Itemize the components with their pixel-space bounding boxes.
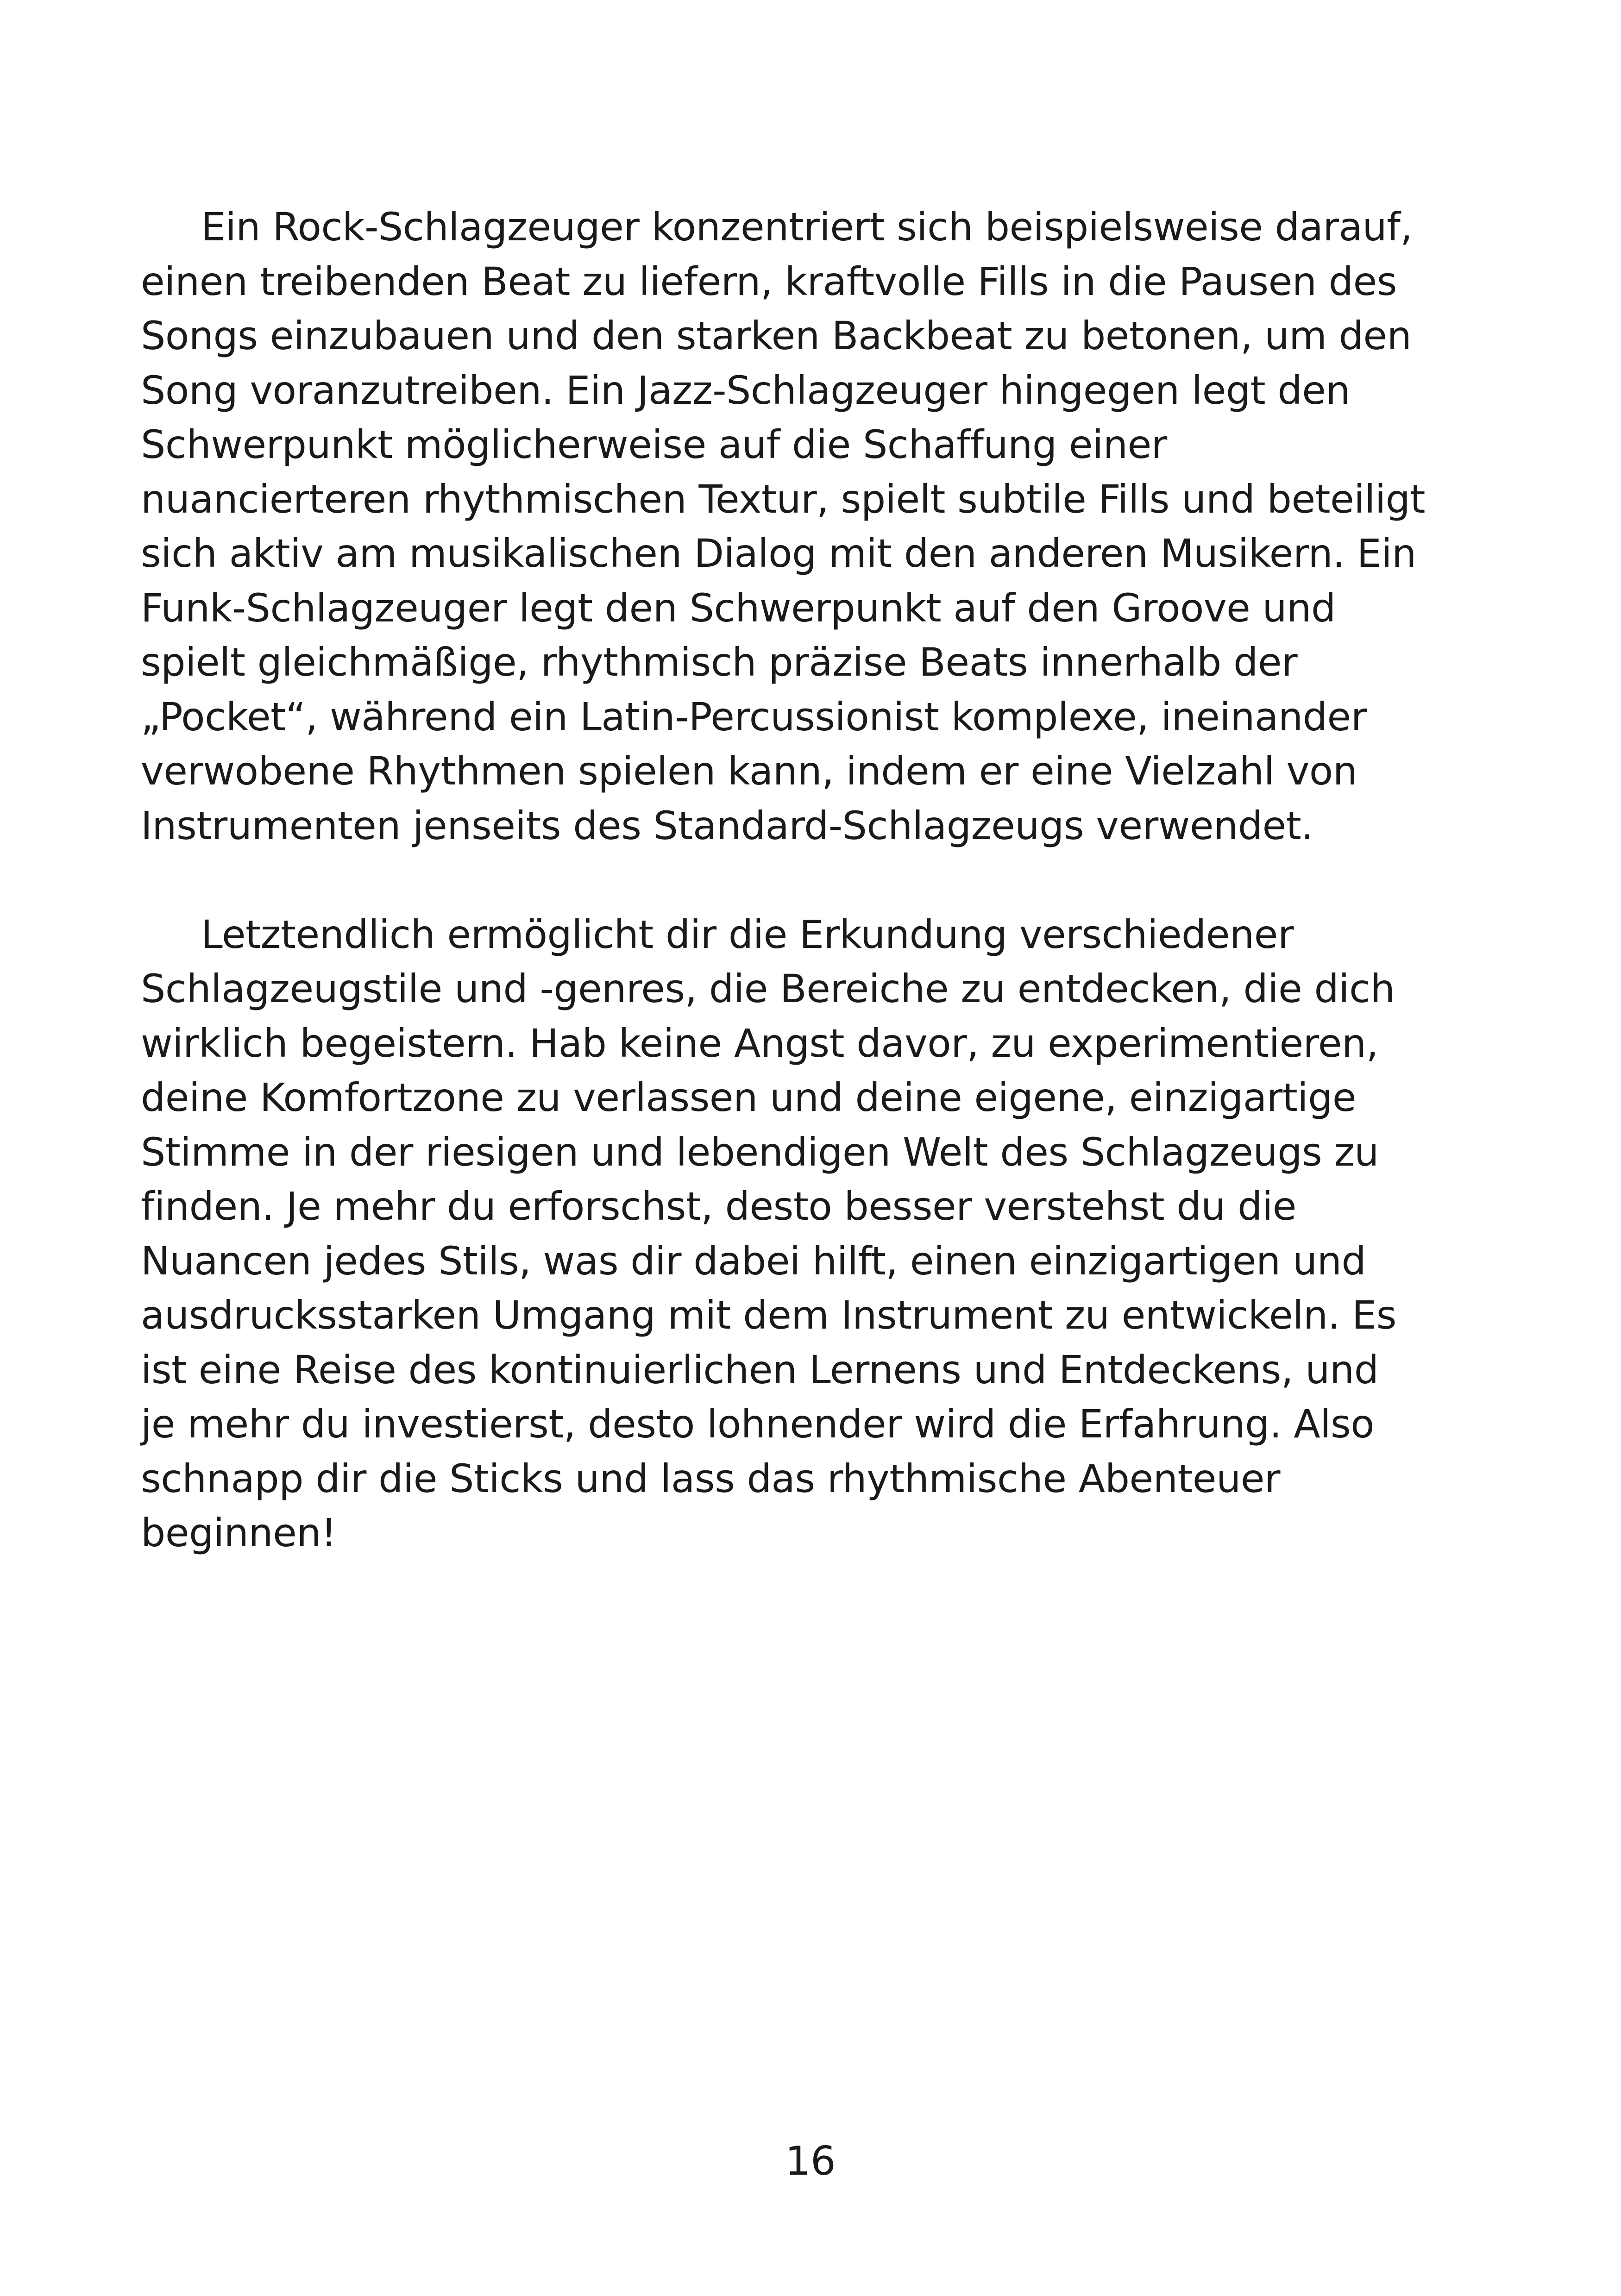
text-line: schnapp dir die Sticks und lass das rhythmische Abenteuer [141,1455,1281,1501]
text-line: Schwerpunkt möglicherweise auf die Schaffung einer [141,422,1167,467]
text-line: verwobene Rhythmen spielen kann, indem er eine Vielzahl von [141,748,1357,794]
text-line: Ein Rock-Schlagzeuger konzentriert sich beispielsweise darauf, [201,204,1413,250]
text-line: Stimme in der riesigen und lebendigen Welt des Schlagzeugs zu [141,1129,1379,1175]
paragraph-2 [141,908,1507,1561]
text-line: je mehr du investierst, desto lohnender wird die Erfahrung. Also [141,1401,1375,1447]
text-line: deine Komfortzone zu verlassen und deine eigene, einzigartige [141,1075,1357,1120]
text-line: Instrumenten jenseits des Standard-Schlagzeugs verwendet. [141,803,1313,848]
text-line: „Pocket“, während ein Latin-Percussionist komplexe, ineinander [141,694,1367,740]
page-number: 16 [785,2138,836,2184]
text-line: wirklich begeistern. Hab keine Angst davor, zu experimentieren, [141,1020,1378,1066]
text-line: sich aktiv am musikalischen Dialog mit den anderen Musikern. Ein [141,531,1416,576]
text-line: finden. Je mehr du erforschst, desto besser verstehst du die [141,1184,1296,1229]
text-line: Song voranzutreiben. Ein Jazz-Schlagzeuger hingegen legt den [141,367,1351,413]
text-line: Schlagzeugstile und -genres, die Bereiche zu entdecken, die dich [141,966,1395,1011]
text-line: ist eine Reise des kontinuierlichen Lernens und Entdeckens, und [141,1347,1379,1393]
text-line: beginnen! [141,1510,337,1556]
paragraph-1 [141,200,1507,853]
text-line: Letztendlich ermöglicht dir die Erkundung verschiedener [201,911,1294,957]
text-line: Nuancen jedes Stils, was dir dabei hilft, einen einzigartigen und [141,1238,1366,1284]
text-line: ausdrucksstarken Umgang mit dem Instrument zu entwickeln. Es [141,1292,1396,1338]
body-text [141,200,1507,1561]
text-line: einen treibenden Beat zu liefern, kraftvolle Fills in die Pausen des [141,258,1397,304]
text-line: Funk-Schlagzeuger legt den Schwerpunkt auf den Groove und [141,585,1336,631]
text-line: spielt gleichmäßige, rhythmisch präzise Beats innerhalb der [141,640,1298,685]
text-line: Songs einzubauen und den starken Backbeat zu betonen, um den [141,313,1412,358]
text-line: nuancierteren rhythmischen Textur, spielt subtile Fills und beteiligt [141,476,1426,522]
